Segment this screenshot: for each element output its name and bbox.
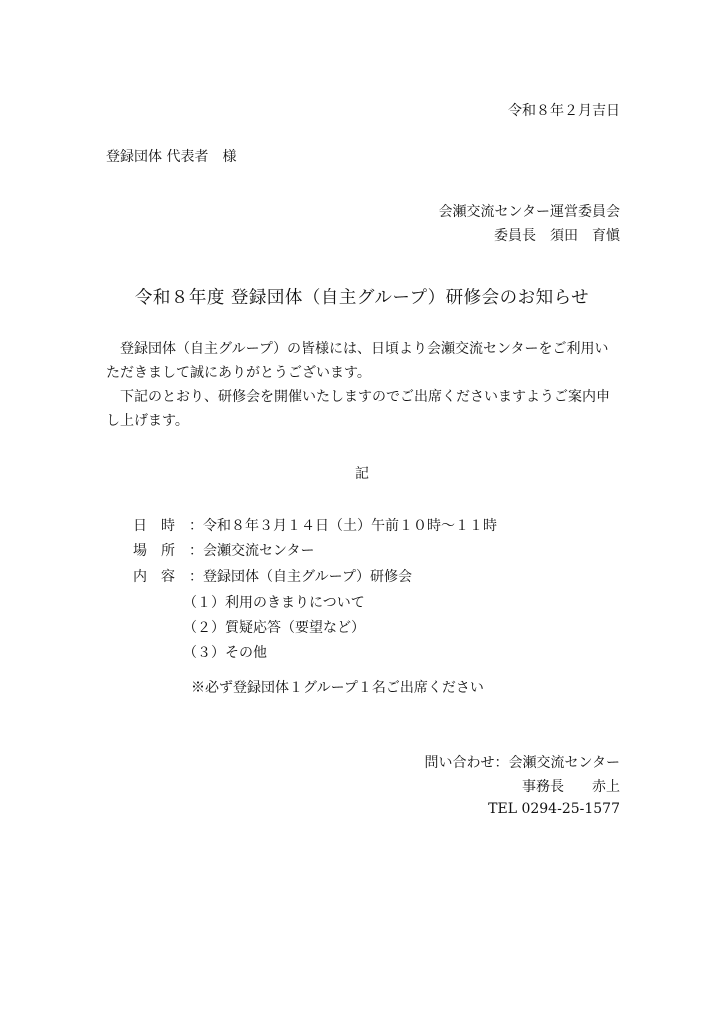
detail-value-datetime: 令和８年３月１４日（土）午前１０時～１１時 [203,518,497,534]
detail-row-content [133,566,412,586]
detail-colon: ： [189,569,203,585]
detail-row-datetime [133,515,497,535]
detail-label-content: 内 容 [133,569,175,585]
document-title: 令和８年度 登録団体（自主グループ）研修会のお知らせ [134,288,590,308]
body-text [106,337,620,433]
contact-line: 問い合わせ：会瀬交流センター [424,755,620,771]
detail-colon: ： [189,543,203,559]
content-item: （３）その他 [183,645,267,661]
ki-heading: 記 [355,466,369,482]
sender-person: 委員長 須田 育愼 [494,228,620,244]
detail-label-datetime: 日 時 [133,518,175,534]
attendance-note: ※必ず登録団体１グループ１名ご出席ください [191,680,484,696]
detail-row-place [133,540,314,560]
issue-date: 令和８年２月吉日 [508,103,620,119]
content-item: （２）質疑応答（要望など） [183,620,365,636]
detail-colon: ： [189,518,203,534]
addressee: 登録団体 代表者 様 [106,149,237,165]
body-paragraph-2: 下記のとおり、研修会を開催いたしますのでご出席くださいますようご案内申し上げます。 [106,389,610,429]
body-paragraph-1: 登録団体（自主グループ）の皆様には、日頃より会瀬交流センターをご利用いただきまして誠にありがとうございます。 [106,341,609,381]
detail-value-content: 登録団体（自主グループ）研修会 [203,569,413,585]
detail-label-place: 場 所 [133,543,175,559]
detail-value-place: 会瀬交流センター [203,543,315,559]
contact-phone: TEL 0294-25-1577 [488,801,620,817]
sender-organization: 会瀬交流センター運営委員会 [438,204,620,220]
content-item: （１）利用のきまりについて [183,595,365,611]
contact-line: 事務長 赤上 [522,779,620,795]
